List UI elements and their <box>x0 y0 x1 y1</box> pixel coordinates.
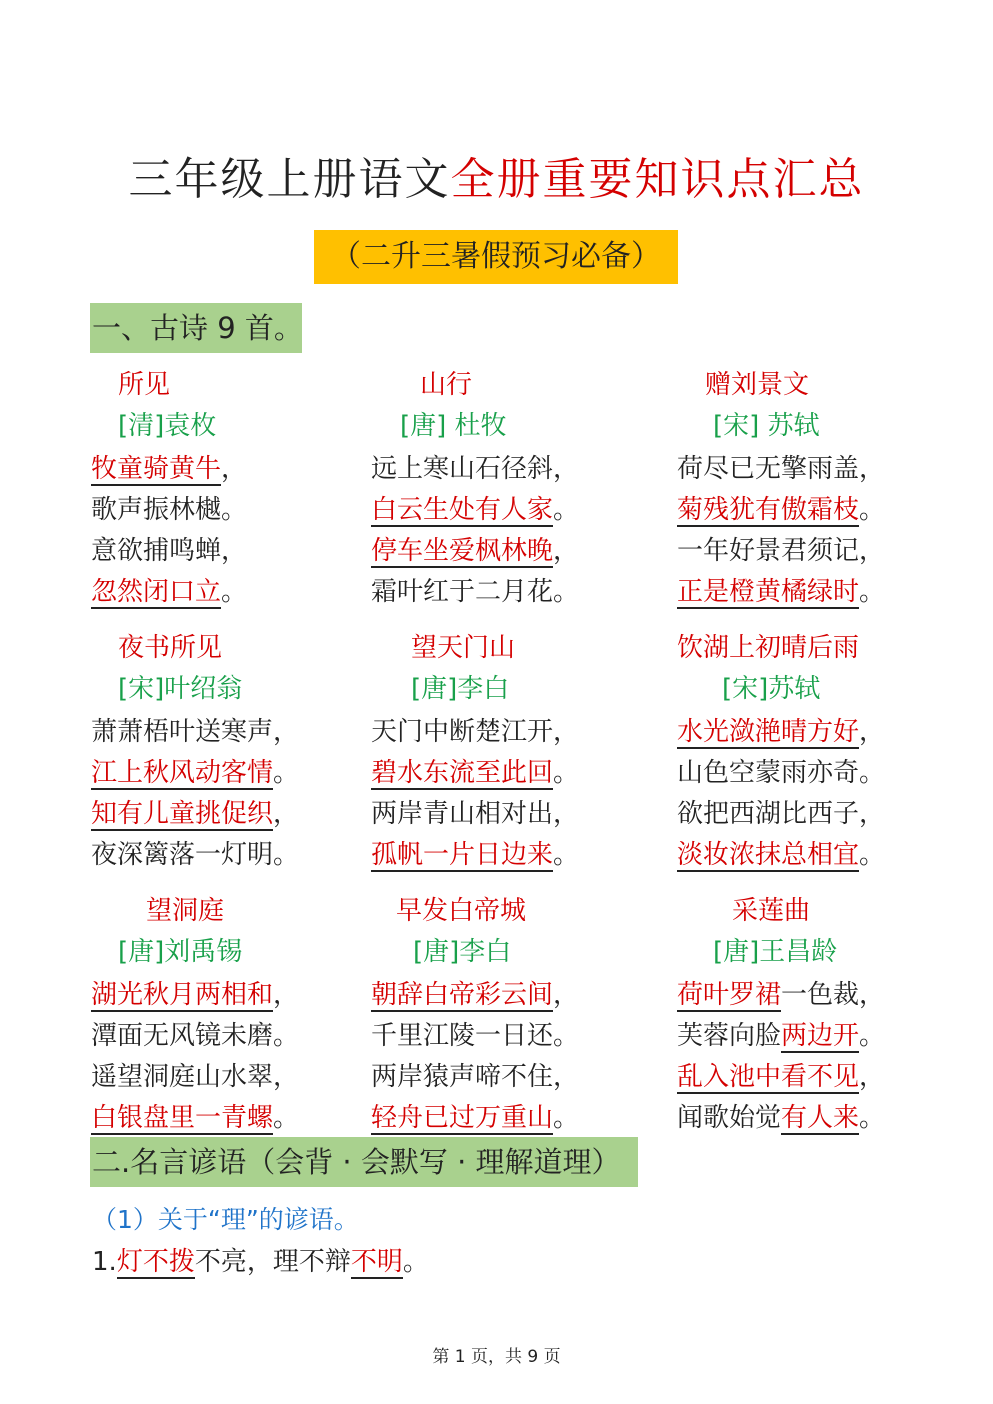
proverb-highlight-1: 灯不拨 <box>116 1247 195 1277</box>
poem-line <box>677 530 885 567</box>
poem-line-highlight: 白银盘里一青螺 <box>91 1103 274 1133</box>
poem-line-text: 。 <box>859 1021 886 1051</box>
poem-line <box>677 571 885 608</box>
poem-line-text: 千里江陵一日还。 <box>371 1021 580 1051</box>
poem-line <box>677 834 885 871</box>
poem-line <box>91 1097 299 1134</box>
poem-line <box>371 711 579 748</box>
poem-line-text: ， <box>273 980 300 1010</box>
proverb-middle: 不亮，理不辩 <box>194 1247 351 1277</box>
poem-line <box>677 1056 885 1093</box>
poem-line <box>91 974 299 1011</box>
poem-line-text: 歌声振林樾。 <box>91 495 248 525</box>
poem-line <box>677 974 885 1011</box>
proverb-end: 。 <box>402 1247 429 1277</box>
poem-line <box>91 1015 299 1052</box>
proverb-subheading: （1）关于“理”的谚语。 <box>92 1205 359 1234</box>
poem-title: 采莲曲 <box>732 896 811 926</box>
poem-line-highlight: 有人来 <box>781 1103 860 1133</box>
poem-title: 赠刘景文 <box>705 370 810 400</box>
poem-author: [宋]苏轼 <box>722 674 821 704</box>
poem-line-text: ， <box>273 799 300 829</box>
poem-line-highlight: 湖光秋月两相和 <box>91 980 274 1010</box>
poem-line-text: 芙蓉向脸 <box>677 1021 782 1051</box>
poem-line-text: 两岸猿声啼不住， <box>371 1062 580 1092</box>
poem-line-highlight: 忽然闭口立 <box>91 577 222 607</box>
poem-line-text: 远上寒山石径斜， <box>371 454 580 484</box>
poem-line <box>371 571 579 608</box>
poem-line-highlight: 停车坐爱枫林晚 <box>371 536 554 566</box>
poem-line <box>91 793 299 830</box>
poem-line <box>371 1015 579 1052</box>
poem-author: [唐]李白 <box>413 937 512 967</box>
poem-line-text: 。 <box>273 1103 300 1133</box>
page-footer: 第 1 页，共 9 页 <box>432 1347 561 1367</box>
poem-line <box>371 752 579 789</box>
poem-author: [唐]王昌龄 <box>713 937 838 967</box>
poem-line-text: ， <box>859 717 886 747</box>
poem-line-highlight: 江上秋风动客情 <box>91 758 274 788</box>
section-heading-proverbs: 二.名言谚语（会背 · 会默写 · 理解道理） <box>90 1137 638 1187</box>
poem-line <box>91 752 299 789</box>
poem-line <box>677 752 885 789</box>
poem-line <box>677 1097 885 1134</box>
poem-line-highlight: 菊残犹有傲霜枝 <box>677 495 860 525</box>
poem-author: [清]袁枚 <box>118 411 217 441</box>
poem-author: [唐]刘禹锡 <box>118 937 243 967</box>
poem-line-text: 意欲捕鸣蝉， <box>91 536 248 566</box>
poem-author: [唐]李白 <box>411 674 510 704</box>
poem-line-highlight: 牧童骑黄牛 <box>91 454 222 484</box>
poem-line <box>371 448 579 485</box>
poem-title: 望天门山 <box>411 633 516 663</box>
poem-line-text: ， <box>553 980 580 1010</box>
poem-line-highlight: 淡妆浓抹总相宜 <box>677 840 860 870</box>
poem-line-text: 。 <box>859 577 886 607</box>
poem-line-text: 霜叶红于二月花。 <box>371 577 580 607</box>
poem-line-text: 欲把西湖比西子， <box>677 799 886 829</box>
poem-line-text: 。 <box>553 840 580 870</box>
page-title <box>0 143 993 207</box>
poem-line-text: 。 <box>553 495 580 525</box>
poem-line-text: 两岸青山相对出， <box>371 799 580 829</box>
poem-title: 山行 <box>420 370 473 400</box>
poem-line-text: 。 <box>859 840 886 870</box>
poem-line-text: 。 <box>221 577 248 607</box>
poem-line-highlight: 朝辞白帝彩云间 <box>371 980 554 1010</box>
poem-title: 望洞庭 <box>146 896 225 926</box>
section-heading-poems: 一、古诗 9 首。 <box>90 303 302 353</box>
poem-line-highlight: 碧水东流至此回 <box>371 758 554 788</box>
poem-line-text: 一色裁， <box>781 980 886 1010</box>
poem-line <box>91 489 247 526</box>
proverb-highlight-2: 不明 <box>350 1247 403 1277</box>
title-normal: 三年级上册语文 <box>128 154 451 205</box>
poem-line <box>91 711 299 748</box>
proverb-line-1 <box>92 1241 429 1278</box>
poem-line-highlight: 两边开 <box>781 1021 860 1051</box>
poem-line <box>677 1015 885 1052</box>
poem-line-text: 。 <box>553 1103 580 1133</box>
poem-line-highlight: 正是橙黄橘绿时 <box>677 577 860 607</box>
poem-line-text: 天门中断楚江开， <box>371 717 580 747</box>
poem-line <box>371 489 579 526</box>
subtitle-banner: （二升三暑假预习必备） <box>314 230 678 284</box>
poem-line-highlight: 水光潋滟晴方好 <box>677 717 860 747</box>
poem-line-text: 一年好景君须记， <box>677 536 886 566</box>
poem-line-highlight: 荷叶罗裙 <box>677 980 782 1010</box>
poem-line <box>371 834 579 871</box>
poem-title: 早发白帝城 <box>396 896 527 926</box>
poem-line <box>371 793 579 830</box>
poem-line <box>91 1056 299 1093</box>
poem-line <box>371 974 579 1011</box>
poem-line-text: 萧萧梧叶送寒声， <box>91 717 300 747</box>
poem-title: 夜书所见 <box>118 633 223 663</box>
poem-title: 所见 <box>118 370 171 400</box>
poem-line-text: 夜深篱落一灯明。 <box>91 840 300 870</box>
poem-line-text: 。 <box>859 495 886 525</box>
poem-line-text: 。 <box>553 758 580 788</box>
poem-line-text: 。 <box>859 1103 886 1133</box>
title-highlight: 全册重要知识点汇总 <box>450 154 865 205</box>
poem-line-text: ， <box>221 454 248 484</box>
poem-author: [宋] 苏轼 <box>713 411 820 441</box>
poem-line-text: 闻歌始觉 <box>677 1103 782 1133</box>
poem-author: [宋]叶绍翁 <box>118 674 243 704</box>
poem-line <box>371 1056 579 1093</box>
poem-author: [唐] 杜牧 <box>400 411 507 441</box>
poem-line-text: 。 <box>273 758 300 788</box>
poem-line-text: 潭面无风镜未磨。 <box>91 1021 300 1051</box>
poem-line <box>677 711 885 748</box>
poem-line <box>91 571 247 608</box>
poem-line-text: ， <box>553 536 580 566</box>
poem-line-highlight: 白云生处有人家 <box>371 495 554 525</box>
poem-line <box>91 530 247 567</box>
poem-title: 饮湖上初晴后雨 <box>677 633 860 663</box>
poem-line <box>371 1097 579 1134</box>
poem-line <box>371 530 579 567</box>
poem-line-text: ， <box>859 1062 886 1092</box>
poem-line-highlight: 孤帆一片日边来 <box>371 840 554 870</box>
poem-line <box>677 448 885 485</box>
poem-line <box>91 834 299 871</box>
poem-line <box>91 448 247 485</box>
poem-line-highlight: 知有儿童挑促织 <box>91 799 274 829</box>
poem-line <box>677 489 885 526</box>
proverb-number: 1. <box>92 1247 117 1277</box>
poem-line-text: 遥望洞庭山水翠， <box>91 1062 300 1092</box>
poem-line-highlight: 乱入池中看不见 <box>677 1062 860 1092</box>
poem-line-text: 山色空蒙雨亦奇。 <box>677 758 886 788</box>
poem-line-highlight: 轻舟已过万重山 <box>371 1103 554 1133</box>
poem-line-text: 荷尽已无擎雨盖， <box>677 454 886 484</box>
poem-line <box>677 793 885 830</box>
